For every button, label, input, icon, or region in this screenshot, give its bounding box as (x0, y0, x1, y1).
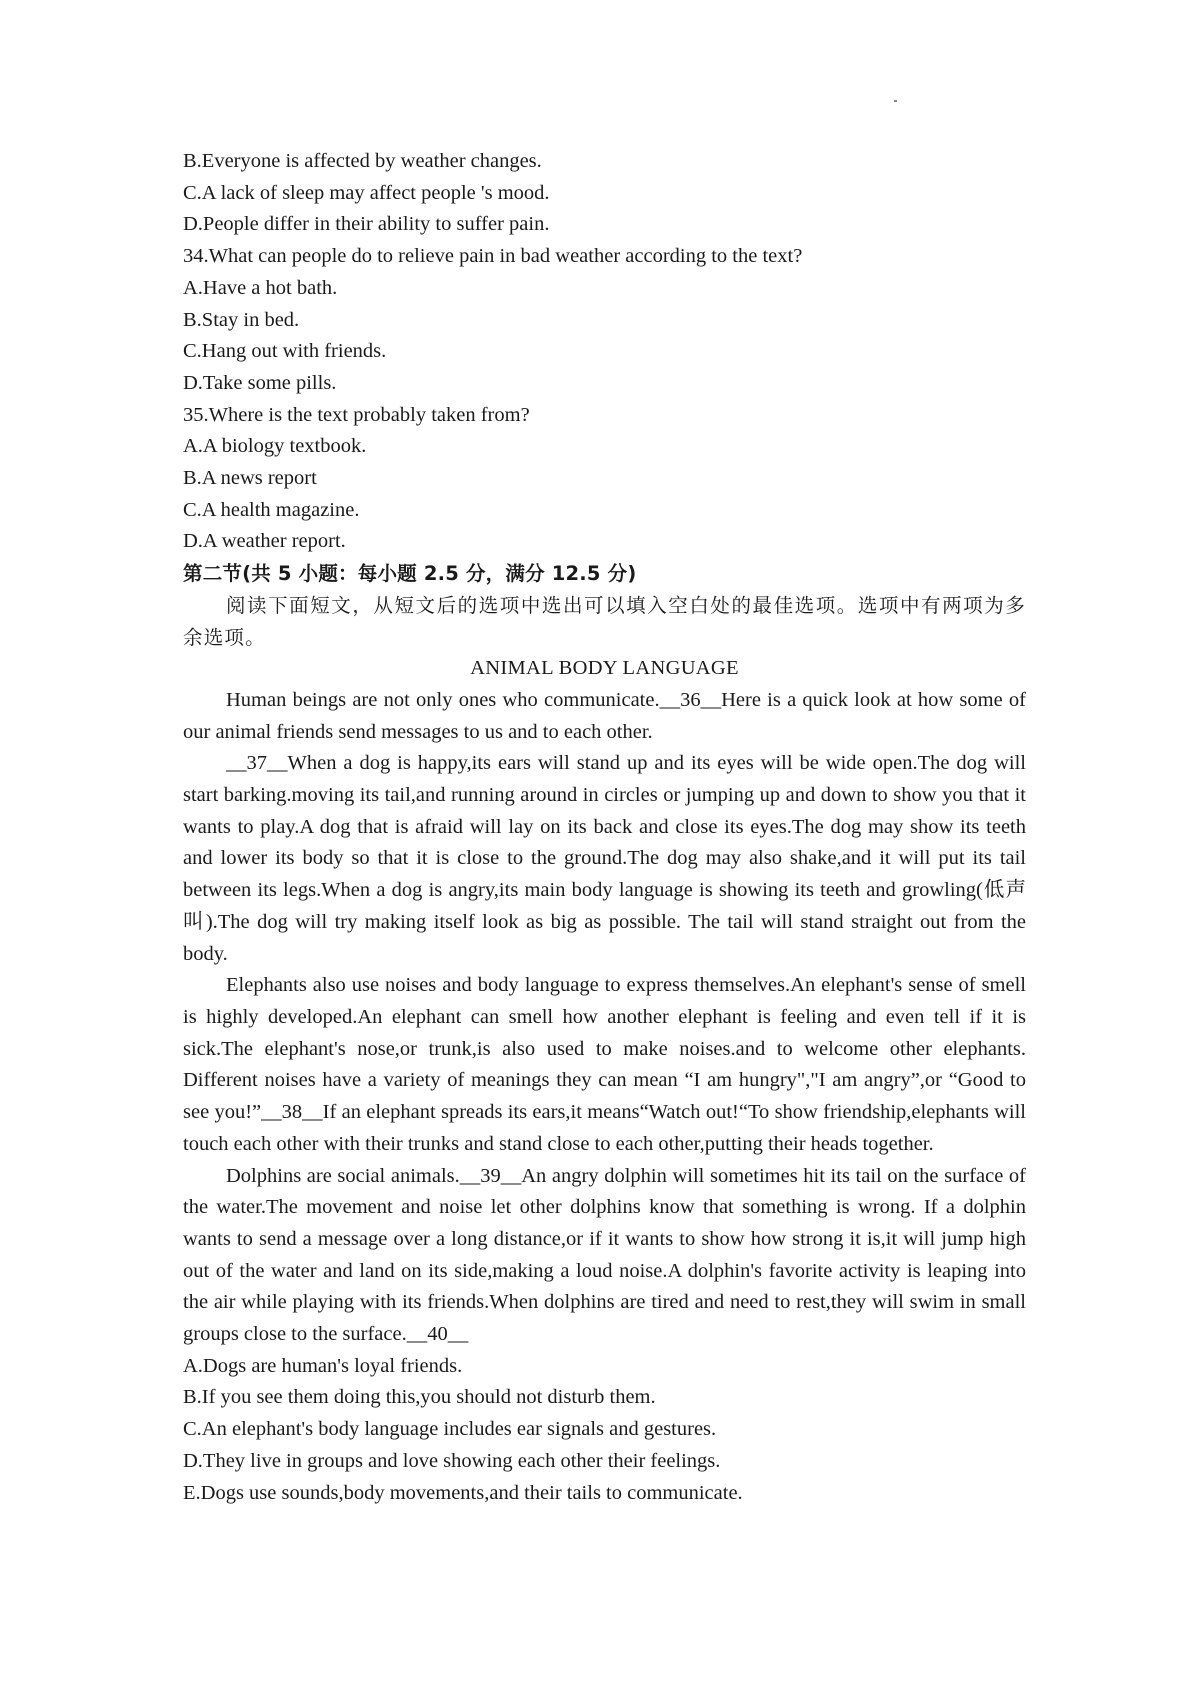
q33-option-c: C.A lack of sleep may affect people 's mood. (183, 181, 550, 204)
answer-option-a: A.Dogs are human's loyal friends. (183, 1354, 463, 1377)
exam-page (183, 146, 1026, 1509)
q35-stem: 35.Where is the text probably taken from? (183, 403, 530, 426)
q35-option-a: A.A biology textbook. (183, 435, 367, 458)
q34-option-a: A.Have a hot bath. (183, 276, 338, 299)
scan-speck (894, 100, 897, 102)
q35-option-c: C.A health magazine. (183, 498, 360, 521)
answer-option-d: D.They live in groups and love showing each other their feelings. (183, 1449, 721, 1472)
q34-option-b: B.Stay in bed. (183, 308, 300, 331)
q35-option-b: B.A news report (183, 467, 317, 490)
passage-paragraph-1: Human beings are not only ones who communicate.__36__Here is a quick look at how some of our animal friends send messages to us and to each other. (183, 688, 1026, 743)
q33-option-d: D.People differ in their ability to suffer pain. (183, 213, 550, 236)
passage-paragraph-4: Dolphins are social animals.__39__An angry dolphin will sometimes hit its tail on the surface of the water.The movement and noise let other dolphins know that something is wrong. If a dolphin wants to send a message over a long distance,or if it wants to show how strong it is,it will jump high out of the water and land on its side,making a loud noise.A dolphin's favorite activity is leaping into the air while playing with its friends.When dolphins are tired and need to rest,they will swim in small groups close to the surface.__40__ (183, 1164, 1026, 1346)
passage-paragraph-2: __37__When a dog is happy,its ears will stand up and its eyes will be wide open.The dog will start barking.moving its tail,and running around in circles or jumping up and down to show you that it wants to play.A dog that is afraid will lay on its back and close its eyes.The dog may show its teeth and lower its body so that it is close to the ground.The dog may also shake,and it will put its tail between its legs.When a dog is angry,its main body language is showing its teeth and growling(低声叫).The dog will try making itself look as big as possible. The tail will stand straight out from the body. (183, 752, 1026, 965)
answer-option-c: C.An elephant's body language includes ear signals and gestures. (183, 1418, 717, 1441)
q34-option-d: D.Take some pills. (183, 371, 337, 394)
section-heading: 第二节(共 5 小题：每小题 2.5 分，满分 12.5 分) (183, 562, 637, 586)
q35-option-d: D.A weather report. (183, 530, 346, 553)
section-instruction: 阅读下面短文，从短文后的选项中选出可以填入空白处的最佳选项。选项中有两项为多余选项。 (183, 593, 1026, 649)
passage-title: ANIMAL BODY LANGUAGE (470, 657, 739, 680)
answer-option-e: E.Dogs use sounds,body movements,and their tails to communicate. (183, 1481, 743, 1504)
q34-stem: 34.What can people do to relieve pain in bad weather according to the text? (183, 245, 803, 268)
passage-paragraph-3: Elephants also use noises and body language to express themselves.An elephant's sense of smell is highly developed.An elephant can smell how another elephant is feeling and even tell if it is sick.The elephant's nose,or trunk,is also used to make noises.and to welcome other elephants. Different noises have a variety of meanings they can mean “I am hungry","I am angry”,or “Good to see you!”__38__If an elephant spreads its ears,it means“Watch out!“To show friendship,elephants will touch each other with their trunks and stand close to each other,putting their heads together. (183, 974, 1026, 1155)
q34-option-c: C.Hang out with friends. (183, 340, 387, 363)
answer-option-b: B.If you see them doing this,you should not disturb them. (183, 1386, 656, 1409)
q33-option-b: B.Everyone is affected by weather changes. (183, 150, 542, 172)
